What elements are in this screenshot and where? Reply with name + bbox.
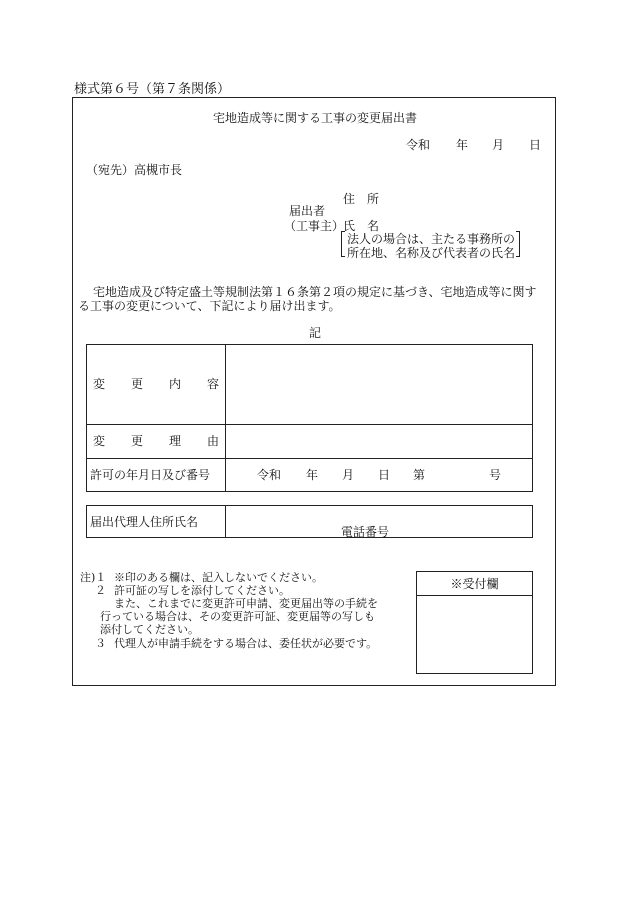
right-bracket bbox=[516, 231, 520, 257]
note-3-number: ３ bbox=[95, 637, 106, 650]
permit-dai: 第 bbox=[413, 468, 426, 482]
change-content-label: 変 更 内 容 bbox=[93, 377, 219, 391]
document-title: 宅地造成等に関する工事の変更届出書 bbox=[212, 111, 417, 125]
addressee: （宛先）高槻市長 bbox=[86, 163, 183, 177]
note-2a: また、これまでに変更許可申請、変更届出等の手続を bbox=[114, 597, 378, 610]
body-text-line-2: る工事の変更について、下記により届け出ます。 bbox=[78, 299, 341, 313]
date-era: 令和 bbox=[406, 138, 431, 152]
applicant-sublabel: （工事主） bbox=[284, 219, 345, 233]
body-text-line-1: 宅地造成及び特定盛土等規制法第１６条第２項の規定に基づき、宅地造成等に関す bbox=[93, 285, 537, 299]
address-label: 住 所 bbox=[343, 192, 380, 206]
permit-label: 許可の年月日及び番号 bbox=[90, 468, 211, 482]
reception-title: ※受付欄 bbox=[450, 577, 499, 591]
permit-year: 年 bbox=[306, 468, 319, 482]
note-2c: 添付してください。 bbox=[100, 623, 199, 636]
corporate-note-line-2: 所在地、名称及び代表者の氏名 bbox=[347, 246, 516, 260]
permit-era: 令和 bbox=[257, 468, 282, 482]
note-2: 許可証の写しを添付してください。 bbox=[114, 584, 290, 597]
form-number: 様式第６号（第７条関係） bbox=[74, 82, 231, 97]
note-1: ※印のある欄は、記入しないでください。 bbox=[114, 571, 323, 584]
agent-label: 届出代理人住所氏名 bbox=[90, 515, 199, 529]
permit-month: 月 bbox=[342, 468, 355, 482]
phone-label: 電話番号 bbox=[341, 525, 390, 539]
date-year: 年 bbox=[456, 138, 469, 152]
notes-prefix: 注) bbox=[80, 571, 96, 584]
left-bracket bbox=[341, 231, 345, 257]
corporate-note-line-1: 法人の場合は、主たる事務所の bbox=[347, 232, 516, 246]
agent-field[interactable] bbox=[226, 506, 532, 537]
change-reason-field[interactable] bbox=[226, 425, 532, 457]
note-3: 代理人が申請手続をする場合は、委任状が必要です。 bbox=[114, 637, 378, 650]
name-label: 氏 名 bbox=[343, 219, 380, 233]
reception-separator bbox=[416, 595, 533, 596]
note-2-number: ２ bbox=[95, 584, 106, 597]
note-1-number: １ bbox=[95, 571, 107, 584]
row-separator-2 bbox=[86, 458, 533, 459]
permit-go: 号 bbox=[489, 468, 502, 482]
memo-heading: 記 bbox=[308, 326, 321, 340]
date-month: 月 bbox=[492, 138, 505, 152]
note-2b: 行っている場合は、その変更許可証、変更届等の写しも bbox=[100, 610, 375, 623]
permit-day: 日 bbox=[378, 468, 391, 482]
date-day: 日 bbox=[529, 138, 542, 152]
applicant-label: 届出者 bbox=[289, 204, 326, 218]
change-content-field[interactable] bbox=[226, 345, 532, 423]
change-reason-label: 変 更 理 由 bbox=[93, 434, 219, 448]
